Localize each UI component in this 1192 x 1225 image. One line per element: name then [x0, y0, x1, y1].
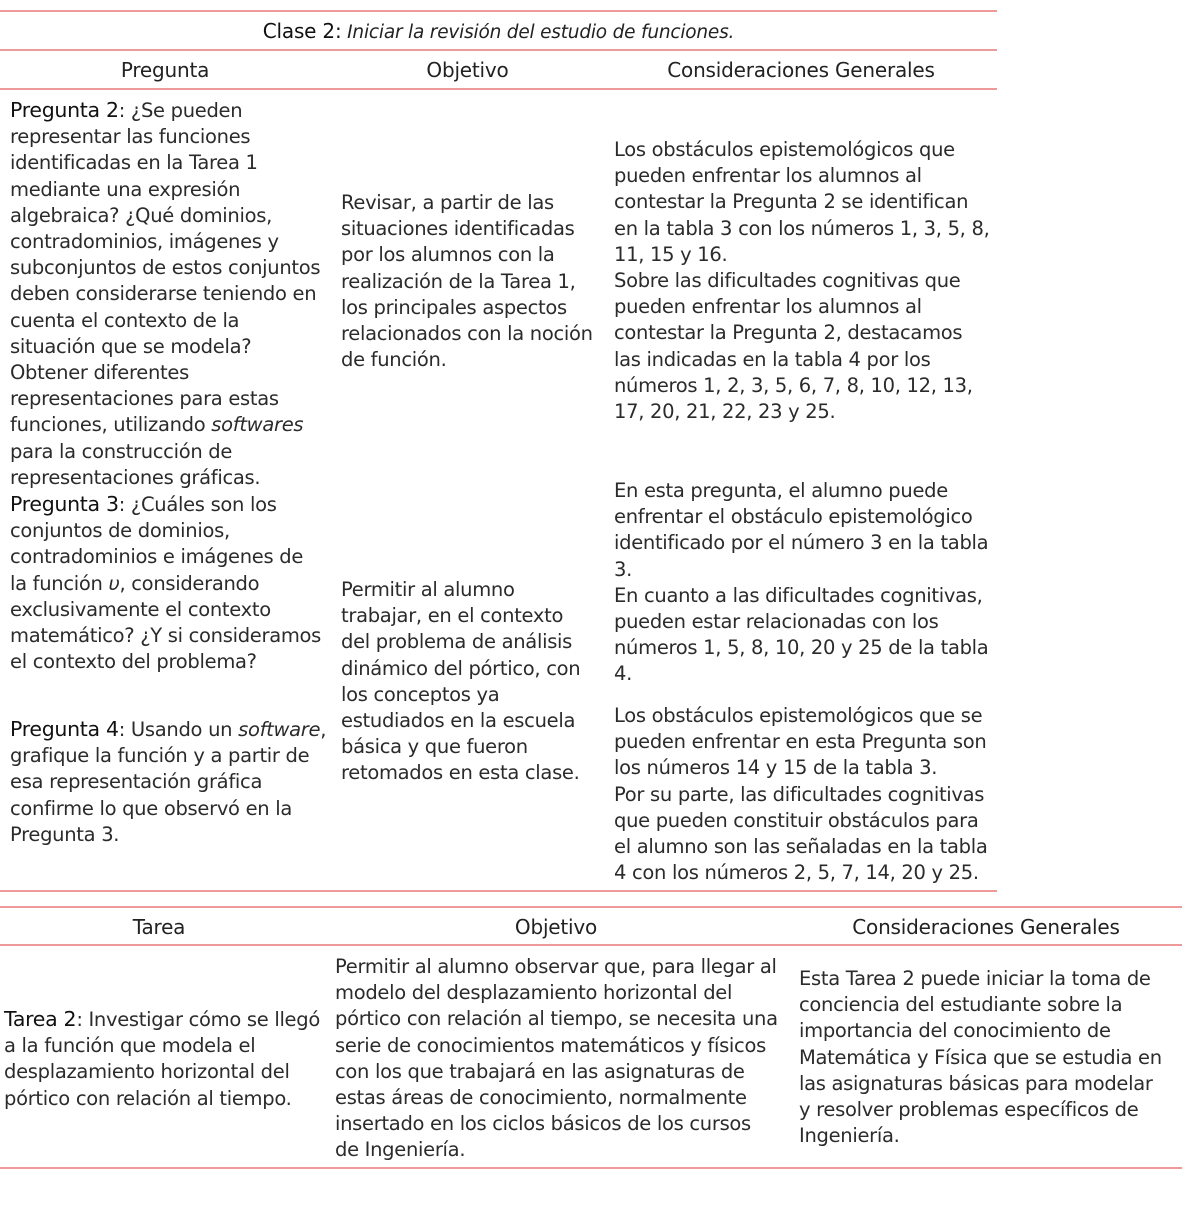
table1-caption: [0, 19, 997, 45]
pregunta-4-text-1: : Usando un: [118, 718, 239, 741]
pregunta-4-label: Pregunta 4: [10, 717, 119, 741]
table2-header-objetivo: Objetivo: [514, 915, 598, 939]
consideraciones-3-cell: [614, 478, 994, 688]
consideraciones-2-p1: Los obstáculos epistemológicos que pueden enfrentar los alumnos al contestar la Pregunta 2 se identifican en la tabla 3 con los números 1, 3, 5, 8, 11, 15 y 16.: [614, 138, 990, 266]
consideraciones-4-p1: Los obstáculos epistemológicos que se pueden enfrentar en esta Pregunta son los números 14 y 15 de la tabla 3.: [614, 704, 987, 780]
consideraciones-2-p2: Sobre las dificultades cognitivas que pueden enfrentar los alumnos al contestar la Pregunta 2, destacamos las indicadas en la tabla 4 por los números 1, 2, 3, 5, 6, 7, 8, 10, 12, 13, 17, 20, 21, 22, 23 y 25.: [614, 269, 973, 424]
consideraciones-3-p1: En esta pregunta, el alumno puede enfrentar el obstáculo epistemológico identificado por el número 3 en la tabla 3.: [614, 479, 989, 581]
table1-header-consideraciones: Consideraciones Generales: [667, 58, 935, 82]
objetivo-3-4-cell: Permitir al alumno trabajar, en el contexto del problema de análisis dinámico del pórtico, con los conceptos ya estudiados en la escuela básica y que fueron retomados en esta clase.: [341, 578, 581, 785]
tarea-2-label: Tarea 2: [4, 1007, 77, 1031]
table2-header-consideraciones: Consideraciones Generales: [852, 915, 1120, 939]
pregunta-4-text-2: , grafique la función y a partir de esa representación gráfica confirme lo que observó en la Pregunta 3.: [10, 718, 327, 846]
consideraciones-4-p2: Por su parte, las dificultades cognitivas que pueden constituir obstáculos para el alumno son las señaladas en la tabla 4 con los números 2, 5, 7, 14, 20 y 25.: [614, 782, 988, 885]
pregunta-4-italic: software: [238, 718, 321, 741]
table2-bottom-rule: [0, 1167, 1182, 1169]
table2-header-rule: [0, 944, 1182, 946]
table2-header-tarea: Tarea: [132, 915, 186, 939]
objetivo-2-cell: Revisar, a partir de las situaciones identificadas por los alumnos con la realización de la Tarea 1, los principales aspectos relacionados con la noción de función.: [341, 191, 593, 372]
tarea-2-text: : Investigar cómo se llegó a la función que modela el desplazamiento horizontal del pórtico con relación al tiempo.: [4, 1008, 320, 1110]
table1-header-rule: [0, 88, 997, 90]
pregunta-2-italic: softwares: [211, 413, 304, 437]
table1-bottom-rule: [0, 890, 997, 892]
pregunta-3-cell: [10, 491, 322, 675]
pregunta-2-text-1: : ¿Se pueden representar las funciones identificadas en la Tarea 1 mediante una expresión algebraica? ¿Qué dominios, contradominios, imágenes y subconjuntos de estos conjuntos deben considerarse teniendo en cuenta el contexto de la situación que se modela? Obtener diferentes representaciones para estas funciones, utilizando: [10, 99, 321, 437]
table1-caption-rule: [0, 49, 997, 51]
tarea-objetivo-cell: Permitir al alumno observar que, para llegar al modelo del desplazamiento horizontal del pórtico con relación al tiempo, se necesita una serie de conocimientos matemáticos y físicos con los que trabajará en las asignaturas de estas áreas de conocimiento, normalmente insertado en los ciclos básicos de los cursos de Ingeniería.: [335, 955, 778, 1162]
pregunta-2-cell: [10, 97, 328, 491]
caption-label: Clase 2:: [262, 19, 342, 43]
pregunta-3-label: Pregunta 3: [10, 492, 119, 516]
consideraciones-2-cell: [614, 137, 994, 425]
table1-header-pregunta: Pregunta: [120, 58, 210, 82]
table1-header-objetivo: Objetivo: [426, 58, 509, 82]
pregunta-3-text-1: : ¿Cuáles son los conjuntos de dominios, contradominios e imágenes de la función: [10, 493, 304, 595]
pregunta-4-cell: [10, 716, 328, 848]
consideraciones-4-cell: [614, 703, 994, 886]
tarea-2-cell: [4, 1006, 322, 1112]
tarea-consideraciones-cell: Esta Tarea 2 puede iniciar la toma de conciencia del estudiante sobre la importancia del conocimiento de Matemática y Física que se estudia en las asignaturas básicas para modelar y resolver problemas específicos de Ingeniería.: [799, 967, 1162, 1148]
pregunta-2-text-2: para la construcción de representaciones gráficas.: [10, 439, 261, 489]
caption-text: Iniciar la revisión del estudio de funciones.: [341, 22, 735, 43]
pregunta-3-text-2: , considerando exclusivamente el contexto matemático? ¿Y si consideramos el contexto del problema?: [10, 571, 322, 674]
table2-top-rule: [0, 906, 1182, 908]
pregunta-3-italic: υ: [108, 571, 120, 595]
table1-top-rule: [0, 10, 997, 12]
pregunta-2-label: Pregunta 2: [10, 98, 119, 122]
consideraciones-3-p2: En cuanto a las dificultades cognitivas, pueden estar relacionadas con los números 1, 5, 8, 10, 20 y 25 de la tabla 4.: [614, 583, 989, 686]
